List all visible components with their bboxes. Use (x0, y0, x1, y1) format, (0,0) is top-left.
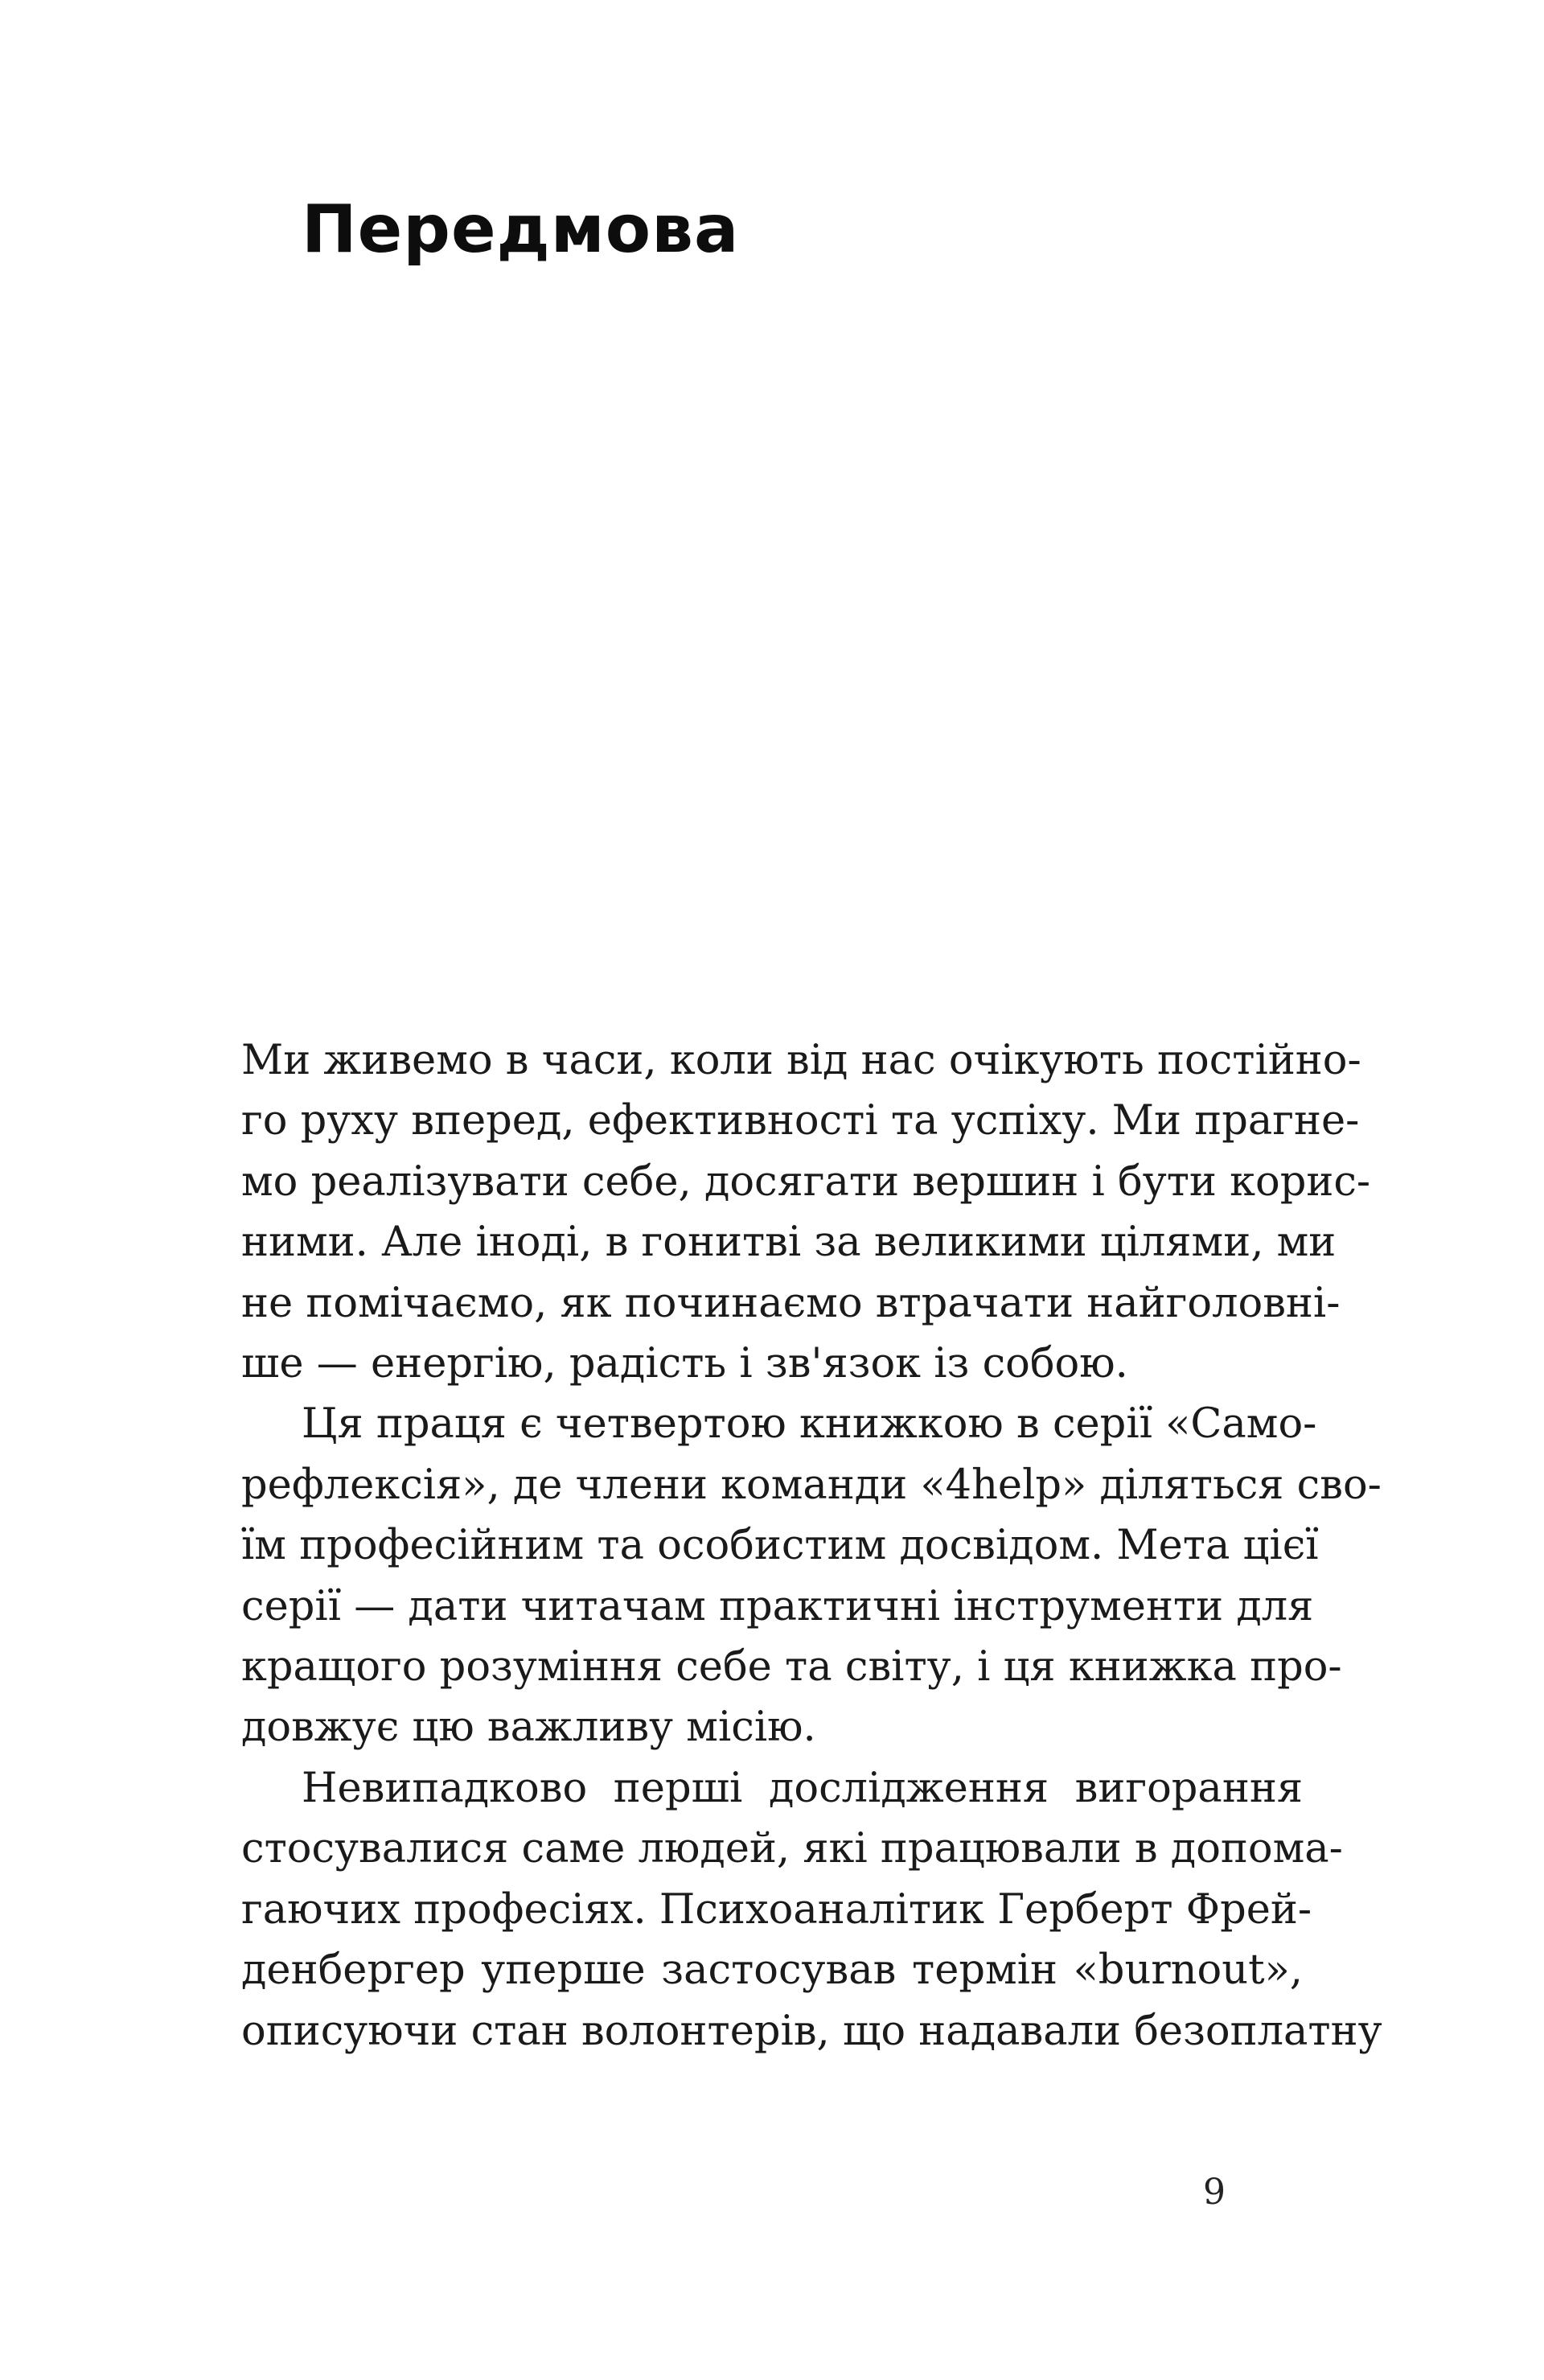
chapter-title: Передмова (302, 191, 740, 268)
text-line: стосувалися саме людей, які працювали в допома- (241, 1825, 1343, 1873)
text-line: гаючих професіях. Психоаналітик Герберт Фрей- (241, 1885, 1312, 1934)
text-line: не помічаємо, як починаємо втрачати найголовні- (241, 1279, 1341, 1327)
text-line: го руху вперед, ефективності та успіху. Ми прагне- (241, 1097, 1360, 1145)
text-line: денбергер уперше застосував термін «burnout», (241, 1946, 1303, 1995)
text-line: мо реалізувати себе, досягати вершин і бути корис- (241, 1157, 1371, 1206)
text-line: описуючи стан волонтерів, що надавали безоплатну (241, 2007, 1382, 2055)
paragraph-2 (241, 1394, 1382, 1757)
text-line: Ми живемо в часи, коли від нас очікують постійно- (241, 1037, 1361, 1084)
text-line: Ця праця є четвертою книжкою в серії «Само- (302, 1400, 1317, 1449)
paragraph-1 (241, 1030, 1371, 1394)
page-number: 9 (1203, 2172, 1226, 2213)
text-line: рефлексія», де члени команди «4help» діляться сво- (241, 1461, 1382, 1509)
body-text (241, 1030, 1382, 2061)
text-line: кращого розуміння себе та світу, і ця книжка про- (241, 1643, 1342, 1691)
text-line: Невипадково перші дослідження вигорання (302, 1764, 1303, 1812)
text-line: довжує цю важливу місію. (241, 1704, 816, 1752)
text-line: серії — дати читачам практичні інструменти для (241, 1582, 1314, 1630)
text-line: ше — енергію, радість і зв'язок із собою. (241, 1340, 1128, 1388)
text-line: ними. Але іноді, в гонитві за великими цілями, ми (241, 1219, 1337, 1267)
paragraph-3 (241, 1758, 1382, 2061)
text-line: їм професійним та особистим досвідом. Мета цієї (241, 1522, 1319, 1570)
